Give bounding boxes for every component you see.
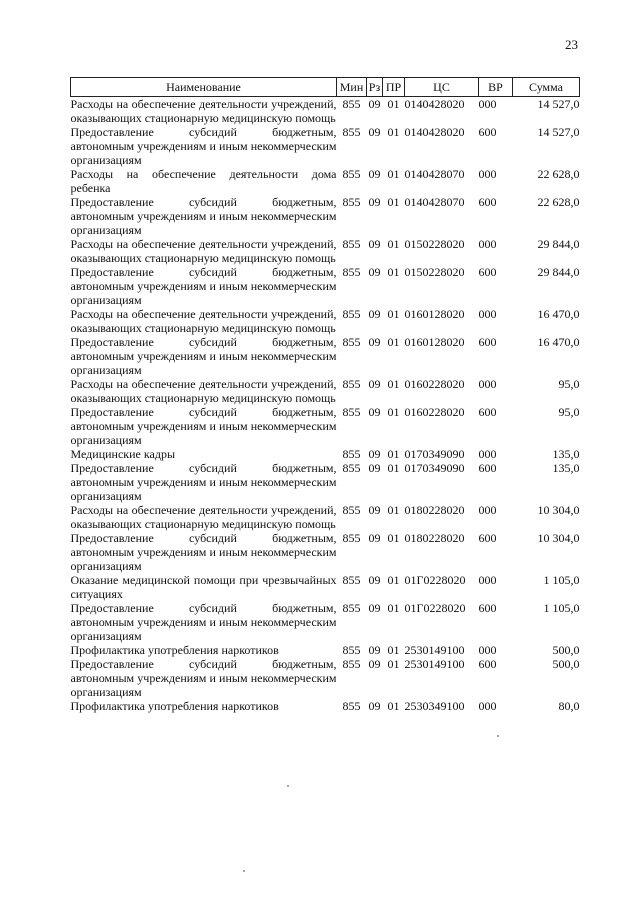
- scan-speck: [287, 785, 289, 787]
- cell-pr: 01: [387, 461, 400, 475]
- cell-cs: 0140428070: [404, 195, 465, 209]
- cell-pr: 01: [387, 699, 400, 713]
- cell-cs: 0140428020: [404, 97, 465, 111]
- cell-vr: 000: [478, 377, 497, 391]
- cell-pr: 01: [387, 531, 400, 545]
- table-header: [71, 78, 580, 97]
- cell-name: Расходы на обеспечение деятельности учреждений, оказывающих стационарную медицинскую помощь: [70, 237, 337, 265]
- cell-vr: 000: [478, 573, 497, 587]
- cell-name: Предоставление субсидий бюджетным, автономным учреждениям и иным некоммерческим организациям: [70, 265, 337, 307]
- cell-vr: 600: [478, 657, 497, 671]
- table-row: [71, 125, 580, 167]
- cell-cs: 0140428020: [404, 125, 465, 139]
- cell-vr: 600: [478, 531, 497, 545]
- cell-sum: 10 304,0: [537, 503, 580, 517]
- cell-vr: 600: [478, 335, 497, 349]
- cell-name: Профилактика употребления наркотиков: [70, 643, 279, 657]
- cell-sum: 1 105,0: [543, 601, 580, 615]
- cell-pr: 01: [387, 657, 400, 671]
- cell-rz: 09: [368, 405, 381, 419]
- cell-pr: 01: [387, 503, 400, 517]
- table-row: [71, 461, 580, 503]
- header-pr: ПР: [383, 78, 405, 97]
- header-cs: ЦС: [405, 78, 479, 97]
- cell-cs: 0180228020: [404, 503, 465, 517]
- table-row: [71, 643, 580, 657]
- cell-min: 855: [342, 461, 361, 475]
- cell-pr: 01: [387, 377, 400, 391]
- cell-rz: 09: [368, 601, 381, 615]
- cell-cs: 2530149100: [404, 657, 465, 671]
- cell-vr: 600: [478, 405, 497, 419]
- cell-cs: 0160128020: [404, 307, 465, 321]
- cell-min: 855: [342, 237, 361, 251]
- cell-name: Предоставление субсидий бюджетным, автономным учреждениям и иным некоммерческим организациям: [70, 405, 337, 447]
- cell-min: 855: [342, 265, 361, 279]
- table-row: [71, 335, 580, 377]
- table-row: [71, 237, 580, 265]
- table-row: [71, 377, 580, 405]
- cell-sum: 500,0: [552, 657, 580, 671]
- cell-cs: 01Г0228020: [404, 601, 466, 615]
- cell-name: Предоставление субсидий бюджетным, автономным учреждениям и иным некоммерческим организациям: [70, 601, 337, 643]
- cell-vr: 000: [478, 643, 497, 657]
- table-row: [71, 195, 580, 237]
- cell-min: 855: [342, 699, 361, 713]
- cell-cs: 0180228020: [404, 531, 465, 545]
- table-row: [71, 447, 580, 461]
- cell-cs: 0170349090: [404, 447, 465, 461]
- cell-pr: 01: [387, 167, 400, 181]
- cell-pr: 01: [387, 195, 400, 209]
- cell-rz: 09: [368, 125, 381, 139]
- cell-min: 855: [342, 405, 361, 419]
- cell-rz: 09: [368, 461, 381, 475]
- cell-pr: 01: [387, 643, 400, 657]
- cell-sum: 1 105,0: [543, 573, 580, 587]
- cell-min: 855: [342, 447, 361, 461]
- cell-sum: 29 844,0: [537, 237, 580, 251]
- cell-sum: 10 304,0: [537, 531, 580, 545]
- cell-cs: 0160228020: [404, 405, 465, 419]
- table-row: [71, 307, 580, 335]
- cell-pr: 01: [387, 601, 400, 615]
- cell-sum: 22 628,0: [537, 167, 580, 181]
- cell-vr: 600: [478, 601, 497, 615]
- page-number: 23: [565, 37, 578, 52]
- cell-vr: 000: [478, 97, 497, 111]
- cell-sum: 135,0: [552, 447, 580, 461]
- cell-vr: 000: [478, 237, 497, 251]
- cell-cs: 0150228020: [404, 265, 465, 279]
- cell-rz: 09: [368, 531, 381, 545]
- table-row: [71, 405, 580, 447]
- table-row: [71, 601, 580, 643]
- cell-min: 855: [342, 125, 361, 139]
- cell-cs: 0160128020: [404, 335, 465, 349]
- cell-min: 855: [342, 335, 361, 349]
- cell-sum: 95,0: [558, 377, 580, 391]
- cell-pr: 01: [387, 97, 400, 111]
- cell-vr: 000: [478, 307, 497, 321]
- cell-min: 855: [342, 657, 361, 671]
- cell-name: Предоставление субсидий бюджетным, автономным учреждениям и иным некоммерческим организациям: [70, 125, 337, 167]
- cell-rz: 09: [368, 573, 381, 587]
- cell-vr: 000: [478, 699, 497, 713]
- cell-rz: 09: [368, 447, 381, 461]
- cell-pr: 01: [387, 447, 400, 461]
- cell-vr: 000: [478, 167, 497, 181]
- cell-name: Расходы на обеспечение деятельности учреждений, оказывающих стационарную медицинскую помощь: [70, 97, 337, 125]
- cell-min: 855: [342, 307, 361, 321]
- cell-rz: 09: [368, 97, 381, 111]
- cell-pr: 01: [387, 307, 400, 321]
- cell-rz: 09: [368, 237, 381, 251]
- cell-min: 855: [342, 643, 361, 657]
- cell-vr: 600: [478, 125, 497, 139]
- cell-sum: 80,0: [558, 699, 580, 713]
- cell-name: Предоставление субсидий бюджетным, автономным учреждениям и иным некоммерческим организациям: [70, 657, 337, 699]
- cell-rz: 09: [368, 307, 381, 321]
- cell-min: 855: [342, 531, 361, 545]
- cell-name: Предоставление субсидий бюджетным, автономным учреждениям и иным некоммерческим организациям: [70, 531, 337, 573]
- cell-rz: 09: [368, 335, 381, 349]
- table-row: [71, 503, 580, 531]
- cell-rz: 09: [368, 657, 381, 671]
- budget-table: [70, 77, 580, 713]
- cell-cs: 0160228020: [404, 377, 465, 391]
- cell-rz: 09: [368, 377, 381, 391]
- cell-cs: 0150228020: [404, 237, 465, 251]
- cell-name: Профилактика употребления наркотиков: [70, 699, 279, 713]
- cell-rz: 09: [368, 699, 381, 713]
- cell-rz: 09: [368, 503, 381, 517]
- table-body: [71, 97, 580, 714]
- cell-min: 855: [342, 573, 361, 587]
- cell-cs: 0170349090: [404, 461, 465, 475]
- cell-name: Оказание медицинской помощи при чрезвычайных ситуациях: [70, 573, 337, 601]
- scan-speck: [497, 735, 499, 737]
- table-row: [71, 573, 580, 601]
- cell-vr: 000: [478, 503, 497, 517]
- cell-sum: 16 470,0: [537, 335, 580, 349]
- cell-vr: 600: [478, 195, 497, 209]
- cell-name: Предоставление субсидий бюджетным, автономным учреждениям и иным некоммерческим организациям: [70, 461, 337, 503]
- cell-min: 855: [342, 503, 361, 517]
- table-row: [71, 699, 580, 713]
- cell-name: Расходы на обеспечение деятельности учреждений, оказывающих стационарную медицинскую помощь: [70, 377, 337, 405]
- cell-cs: 0140428070: [404, 167, 465, 181]
- scan-speck: [243, 870, 245, 872]
- cell-cs: 01Г0228020: [404, 573, 466, 587]
- cell-pr: 01: [387, 573, 400, 587]
- cell-min: 855: [342, 601, 361, 615]
- cell-vr: 600: [478, 265, 497, 279]
- cell-sum: 22 628,0: [537, 195, 580, 209]
- table-row: [71, 657, 580, 699]
- table-row: [71, 531, 580, 573]
- cell-rz: 09: [368, 167, 381, 181]
- cell-vr: 000: [478, 447, 497, 461]
- cell-cs: 2530149100: [404, 643, 465, 657]
- header-vr: ВР: [479, 78, 513, 97]
- cell-sum: 29 844,0: [537, 265, 580, 279]
- cell-min: 855: [342, 167, 361, 181]
- cell-pr: 01: [387, 335, 400, 349]
- cell-sum: 500,0: [552, 643, 580, 657]
- table-row: [71, 167, 580, 195]
- cell-cs: 2530349100: [404, 699, 465, 713]
- table-row: [71, 265, 580, 307]
- header-rz: Рз: [367, 78, 383, 97]
- cell-rz: 09: [368, 195, 381, 209]
- cell-min: 855: [342, 97, 361, 111]
- cell-vr: 600: [478, 461, 497, 475]
- cell-name: Расходы на обеспечение деятельности учреждений, оказывающих стационарную медицинскую помощь: [70, 503, 337, 531]
- cell-name: Расходы на обеспечение деятельности дома ребенка: [70, 167, 337, 195]
- header-min: Мин: [337, 78, 367, 97]
- cell-min: 855: [342, 195, 361, 209]
- cell-rz: 09: [368, 643, 381, 657]
- table-row: [71, 97, 580, 126]
- cell-pr: 01: [387, 405, 400, 419]
- cell-name: Предоставление субсидий бюджетным, автономным учреждениям и иным некоммерческим организациям: [70, 195, 337, 237]
- header-name: Наименование: [71, 78, 337, 97]
- cell-sum: 14 527,0: [537, 97, 580, 111]
- cell-sum: 16 470,0: [537, 307, 580, 321]
- cell-sum: 14 527,0: [537, 125, 580, 139]
- header-sum: Сумма: [513, 78, 580, 97]
- cell-sum: 95,0: [558, 405, 580, 419]
- cell-min: 855: [342, 377, 361, 391]
- cell-pr: 01: [387, 125, 400, 139]
- cell-name: Расходы на обеспечение деятельности учреждений, оказывающих стационарную медицинскую помощь: [70, 307, 337, 335]
- cell-pr: 01: [387, 237, 400, 251]
- cell-pr: 01: [387, 265, 400, 279]
- cell-name: Предоставление субсидий бюджетным, автономным учреждениям и иным некоммерческим организациям: [70, 335, 337, 377]
- cell-sum: 135,0: [552, 461, 580, 475]
- cell-rz: 09: [368, 265, 381, 279]
- cell-name: Медицинские кадры: [70, 447, 176, 461]
